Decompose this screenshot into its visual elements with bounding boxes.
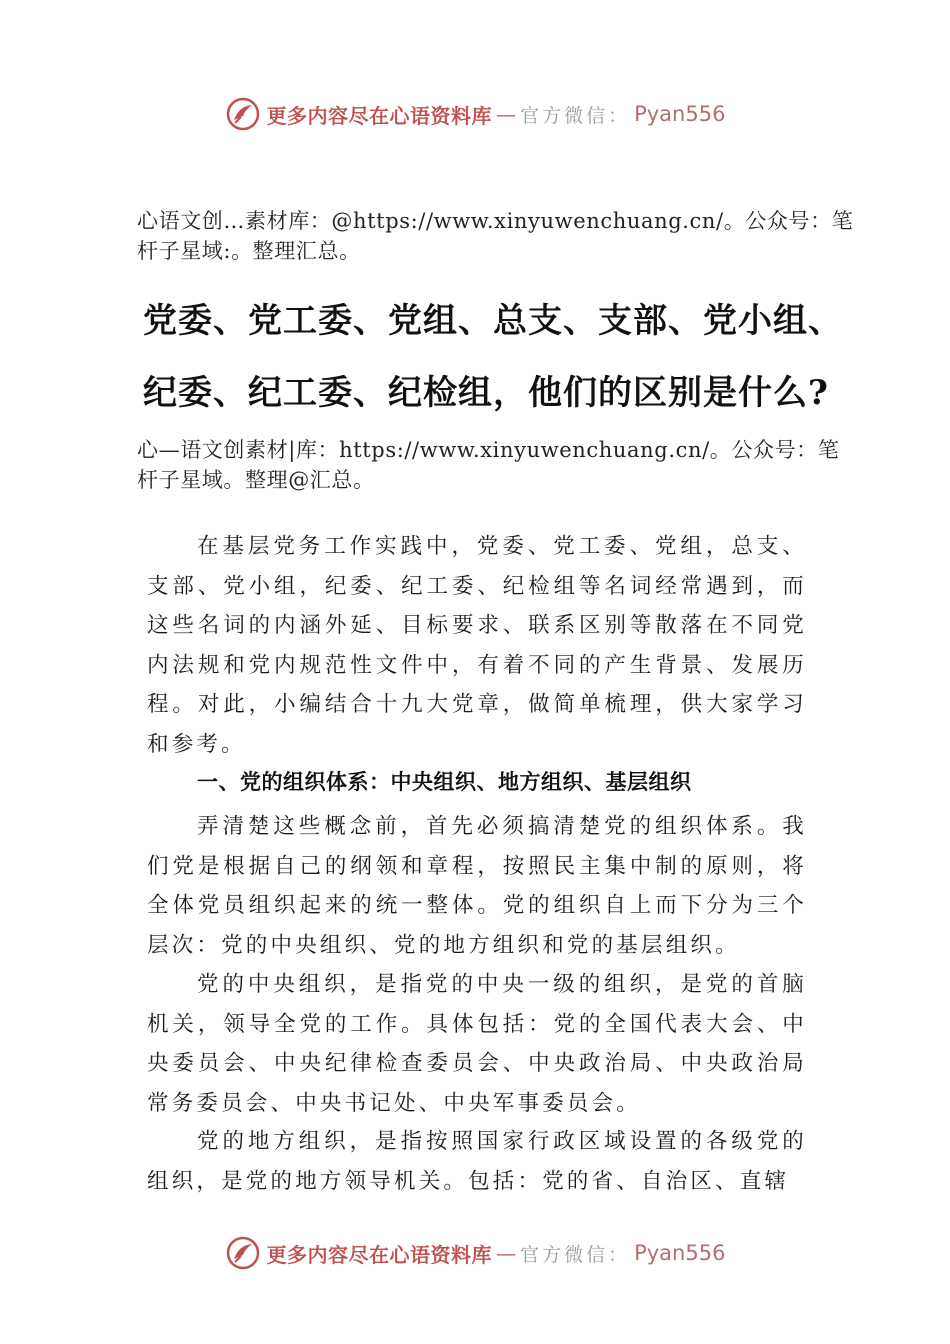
source-line-mid: 心—语文创素材|库：https://www.xinyuwenchuang.cn/。公众号：笔杆子星域。整理@汇总。 bbox=[137, 438, 840, 492]
banner-dash: — bbox=[496, 102, 517, 126]
banner-main-text: 更多内容尽在心语资料库 bbox=[266, 103, 493, 128]
banner-label: 官方微信： bbox=[520, 104, 631, 127]
document-title: 党委、党工委、党组、总支、支部、党小组、纪委、纪工委、纪检组，他们的区别是什么? bbox=[143, 301, 843, 413]
paragraph-intro: 在基层党务工作实践中，党委、党工委、党组，总支、支部、党小组，纪委、纪工委、纪检组等名词经常遇到，而这些名词的内涵外延、目标要求、联系区别等散落在不同党内法规和党内规范性文件中，有着不同的产生背景、发展历程。对此，小编结合十九大党章，做简单梳理，供大家学习和参考。 bbox=[147, 534, 807, 757]
brand-logo-icon bbox=[225, 1235, 261, 1271]
paragraph-local-org: 党的地方组织，是指按照国家行政区域设置的各级党的组织，是党的地方领导机关。包括：党的省、自治区、直辖 bbox=[147, 1129, 807, 1194]
banner-wechat-id: Pyan556 bbox=[634, 102, 726, 126]
footer-banner bbox=[0, 1233, 950, 1273]
banner-label: 官方微信： bbox=[520, 1243, 631, 1266]
paragraph-org-system: 弄清楚这些概念前，首先必须搞清楚党的组织体系。我们党是根据自己的纲领和章程，按照民主集中制的原则，将全体党员组织起来的统一整体。党的组织自上而下分为三个层次：党的中央组织、党的地方组织和党的基层组织。 bbox=[147, 814, 807, 958]
header-banner bbox=[0, 94, 950, 134]
paragraph-central-org: 党的中央组织，是指党的中央一级的组织，是党的首脑机关，领导全党的工作。具体包括：党的全国代表大会、中央委员会、中央纪律检查委员会、中央政治局、中央政治局常务委员会、中央书记处、中央军事委员会。 bbox=[147, 972, 807, 1116]
banner-dash: — bbox=[496, 1241, 517, 1265]
banner-wechat-id: Pyan556 bbox=[634, 1241, 726, 1265]
source-line-top: 心语文创…素材库：@https://www.xinyuwenchuang.cn/。公众号：笔杆子星域:。整理汇总。 bbox=[137, 209, 854, 263]
section-heading: 一、党的组织体系：中央组织、地方组织、基层组织 bbox=[197, 770, 692, 794]
banner-main-text: 更多内容尽在心语资料库 bbox=[266, 1242, 493, 1267]
brand-logo-icon bbox=[225, 96, 261, 132]
